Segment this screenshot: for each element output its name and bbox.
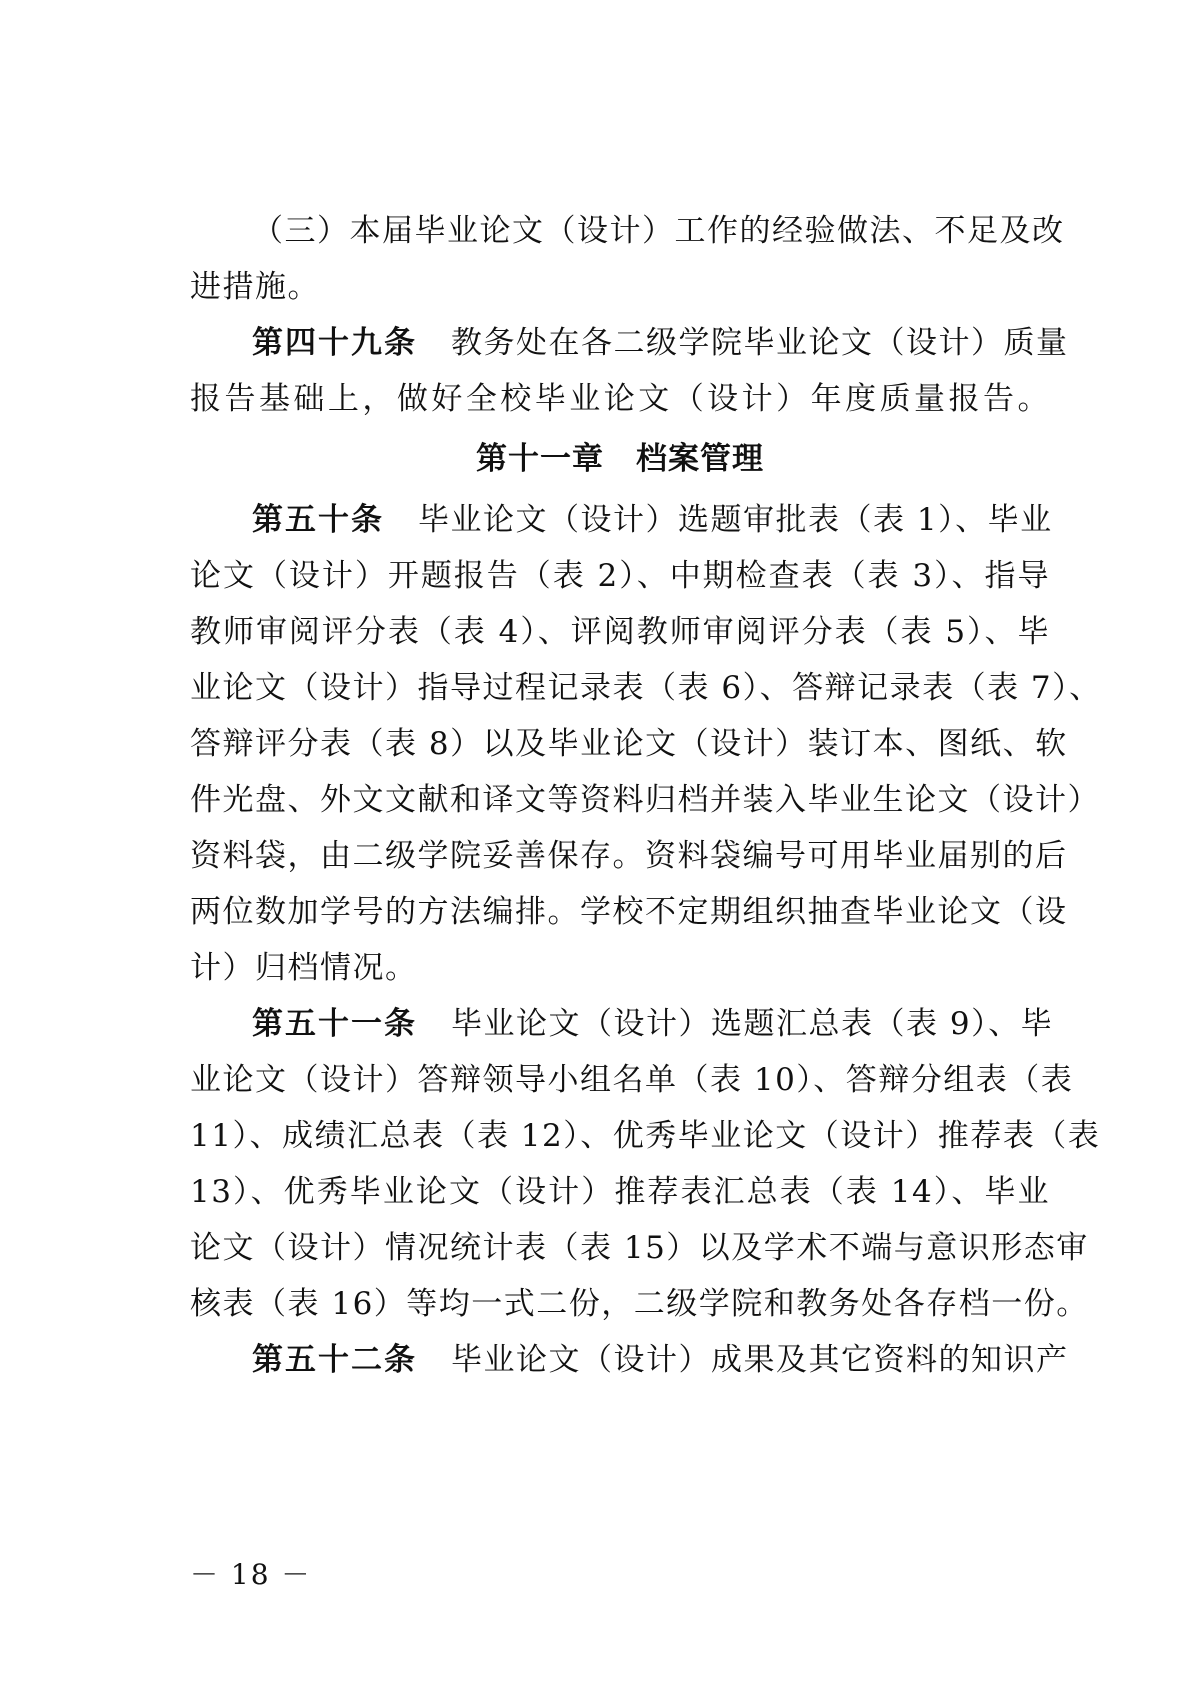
paragraph-line: 两位数加学号的方法编排。学校不定期组织抽查毕业论文（设 bbox=[190, 894, 1068, 930]
chapter-heading: 第十一章 档案管理 bbox=[476, 441, 764, 477]
paragraph-line: 论文（设计）开题报告（表 2）、中期检查表（表 3）、指导 bbox=[190, 558, 1050, 594]
paragraph-line: 论文（设计）情况统计表（表 15）以及学术不端与意识形态审 bbox=[190, 1230, 1089, 1266]
article-49-first-line bbox=[252, 313, 1069, 373]
article-label: 第四十九条 bbox=[252, 325, 417, 361]
paragraph-line: 资料袋，由二级学院妥善保存。资料袋编号可用毕业届别的后 bbox=[190, 838, 1068, 874]
article-52-first-line bbox=[252, 1330, 1069, 1390]
article-text: 毕业论文（设计）选题审批表（表 1）、毕业 bbox=[418, 502, 1053, 538]
article-label: 第五十条 bbox=[252, 502, 384, 538]
paragraph-line: 11）、成绩汇总表（表 12）、优秀毕业论文（设计）推荐表（表 bbox=[190, 1118, 1101, 1154]
article-text: 毕业论文（设计）成果及其它资料的知识产 bbox=[451, 1342, 1069, 1378]
paragraph-line: 13）、优秀毕业论文（设计）推荐表汇总表（表 14）、毕业 bbox=[190, 1174, 1050, 1210]
article-text: 毕业论文（设计）选题汇总表（表 9）、毕 bbox=[451, 1006, 1054, 1042]
paragraph-line: （三）本届毕业论文（设计）工作的经验做法、不足及改 bbox=[252, 213, 1065, 249]
page-number: － 18 － bbox=[190, 1558, 312, 1591]
paragraph-line: 业论文（设计）答辩领导小组名单（表 10）、答辩分组表（表 bbox=[190, 1062, 1074, 1098]
article-51-first-line bbox=[252, 994, 1054, 1054]
paragraph-line: 件光盘、外文文献和译文等资料归档并装入毕业生论文（设计） bbox=[190, 782, 1100, 818]
article-label: 第五十一条 bbox=[252, 1006, 417, 1042]
paragraph-line: 计）归档情况。 bbox=[190, 950, 418, 986]
paragraph-line: 业论文（设计）指导过程记录表（表 6）、答辩记录表（表 7）、 bbox=[190, 670, 1102, 706]
article-50-first-line bbox=[252, 490, 1053, 550]
article-text: 教务处在各二级学院毕业论文（设计）质量 bbox=[451, 325, 1069, 361]
paragraph-line: 进措施。 bbox=[190, 269, 320, 305]
paragraph-line: 报告基础上，做好全校毕业论文（设计）年度质量报告。 bbox=[190, 381, 1050, 417]
paragraph-line: 教师审阅评分表（表 4）、评阅教师审阅评分表（表 5）、毕 bbox=[190, 614, 1050, 650]
article-label: 第五十二条 bbox=[252, 1342, 417, 1378]
paragraph-line: 答辩评分表（表 8）以及毕业论文（设计）装订本、图纸、软 bbox=[190, 726, 1068, 762]
paragraph-line: 核表（表 16）等均一式二份，二级学院和教务处各存档一份。 bbox=[190, 1286, 1089, 1322]
